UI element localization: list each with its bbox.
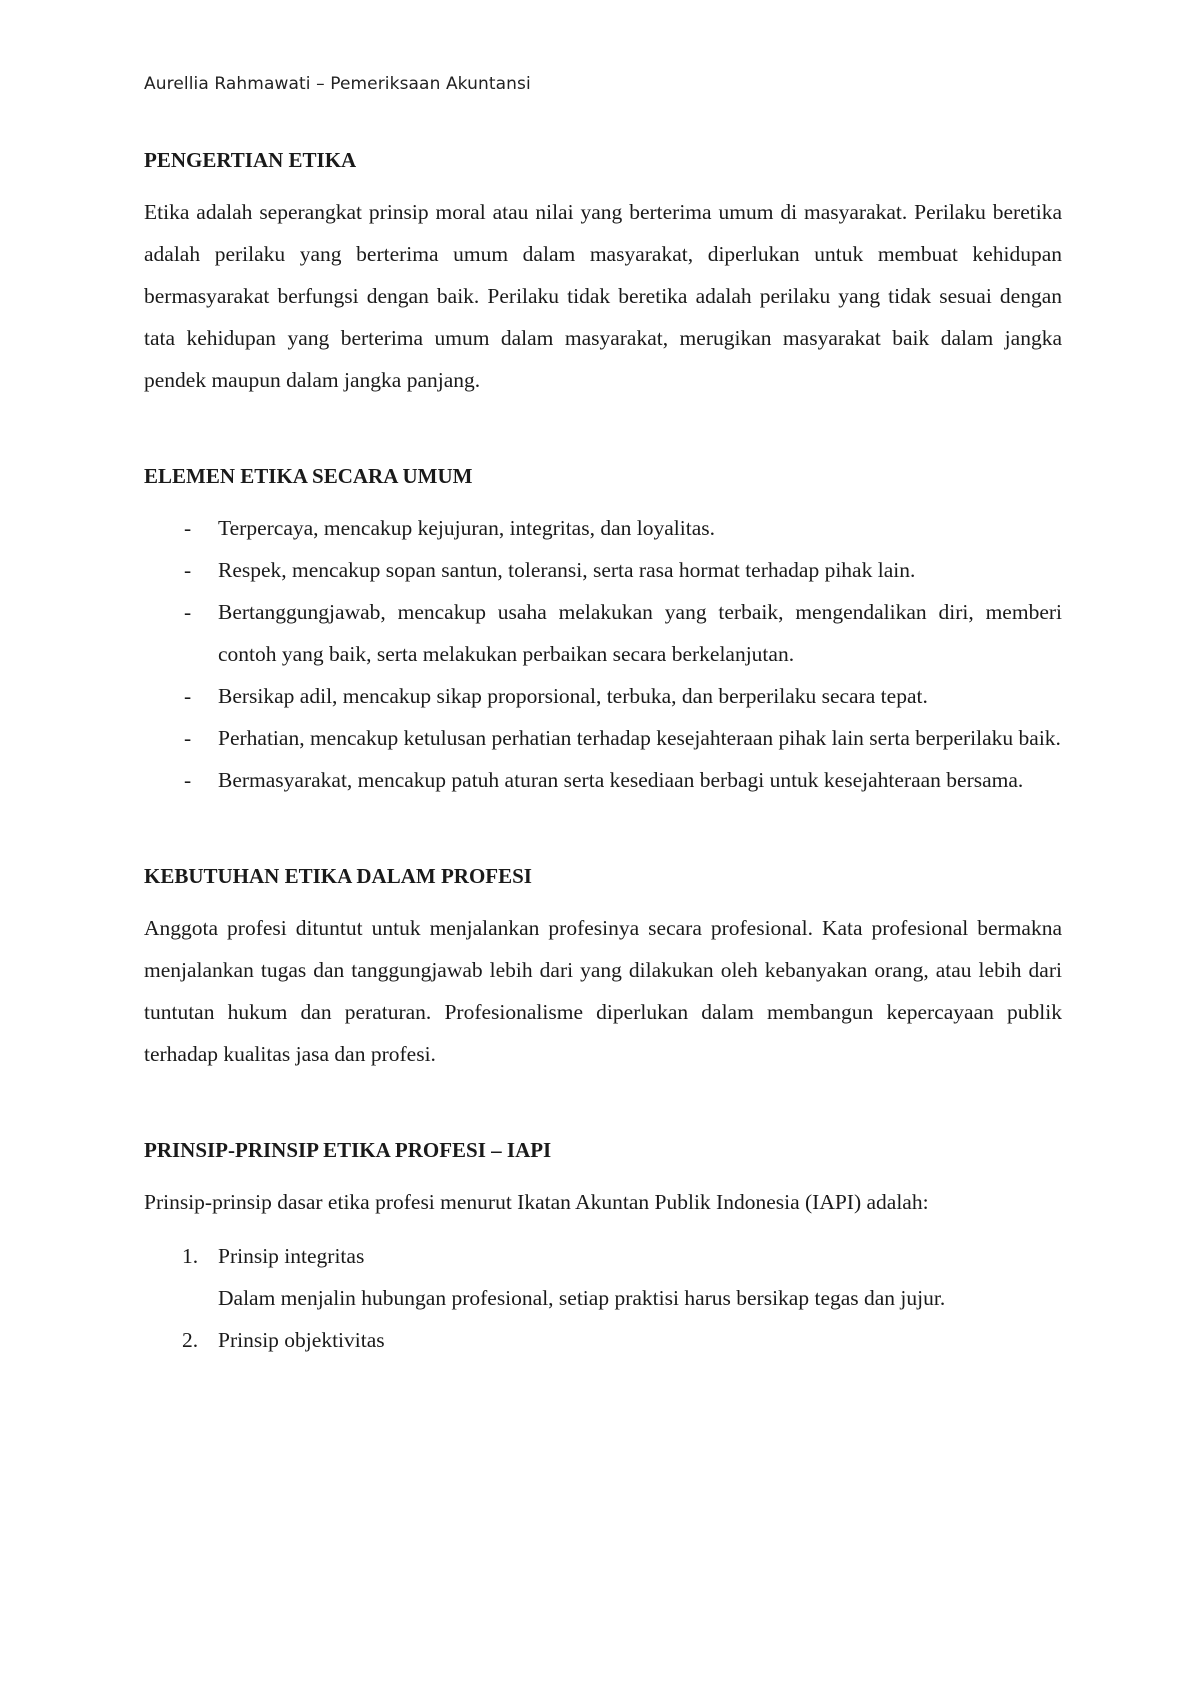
section-heading: PENGERTIAN ETIKA — [144, 148, 357, 172]
bullet-marker: - — [184, 516, 192, 540]
list-item — [144, 675, 1062, 717]
numbered-list — [144, 1235, 1062, 1361]
list-item — [144, 507, 1062, 549]
section-kebutuhan-etika — [144, 861, 1062, 1075]
list-item-text: Bersikap adil, mencakup sikap proporsional, terbuka, dan berperilaku secara tepat. — [218, 684, 928, 708]
section-spacer — [144, 1075, 1062, 1135]
section-heading: PRINSIP-PRINSIP ETIKA PROFESI – IAPI — [144, 1138, 552, 1162]
list-item — [144, 759, 1062, 801]
section-spacer — [144, 801, 1062, 861]
numbered-item — [144, 1319, 1062, 1361]
bullet-marker: - — [184, 600, 192, 624]
list-item-text: Terpercaya, mencakup kejujuran, integritas, dan loyalitas. — [218, 516, 715, 540]
section-prinsip-etika — [144, 1135, 1062, 1361]
bullet-marker: - — [184, 768, 192, 792]
item-number: 1. — [182, 1244, 199, 1268]
section-paragraph: Anggota profesi dituntut untuk menjalankan profesinya secara profesional. Kata profesional bermakna menjalankan tugas dan tanggungjawab lebih dari yang dilakukan oleh kebanyakan orang, atau lebih dari tuntutan hukum dan peraturan. Profesionalisme diperlukan dalam membangun kepercayaan publik terhadap kualitas jasa dan profesi. — [144, 916, 1062, 1066]
list-item — [144, 717, 1062, 759]
list-item-text: Bertanggungjawab, mencakup usaha melakukan yang terbaik, mengendalikan diri, memberi contoh yang baik, serta melakukan perbaikan secara berkelanjutan. — [218, 600, 1062, 666]
section-pengertian-etika — [144, 145, 1062, 401]
section-paragraph: Etika adalah seperangkat prinsip moral atau nilai yang berterima umum di masyarakat. Perilaku beretika adalah perilaku yang berterima umum dalam masyarakat, diperlukan untuk membuat kehidupan bermasyarakat berfungsi dengan baik. Perilaku tidak beretika adalah perilaku yang tidak sesuai dengan tata kehidupan yang berterima umum dalam masyarakat, merugikan masyarakat baik dalam jangka pendek maupun dalam jangka panjang. — [144, 200, 1062, 392]
section-heading: ELEMEN ETIKA SECARA UMUM — [144, 464, 473, 488]
list-item-text: Bermasyarakat, mencakup patuh aturan serta kesediaan berbagi untuk kesejahteraan bersama. — [218, 768, 1024, 792]
bullet-marker: - — [184, 684, 192, 708]
section-elemen-etika — [144, 461, 1062, 801]
page-header: Aurellia Rahmawati – Pemeriksaan Akuntansi — [144, 74, 531, 94]
item-title: Prinsip objektivitas — [218, 1328, 385, 1352]
bullet-marker: - — [184, 726, 192, 750]
bullet-marker: - — [184, 558, 192, 582]
section-paragraph: Prinsip-prinsip dasar etika profesi menurut Ikatan Akuntan Publik Indonesia (IAPI) adalah: — [144, 1190, 929, 1214]
section-spacer — [144, 401, 1062, 461]
list-item-text: Perhatian, mencakup ketulusan perhatian terhadap kesejahteraan pihak lain serta berperilaku baik. — [218, 726, 1061, 750]
numbered-item — [144, 1235, 1062, 1319]
bullet-list — [144, 507, 1062, 801]
document-body — [144, 145, 1062, 1361]
item-number: 2. — [182, 1328, 199, 1352]
list-item — [144, 549, 1062, 591]
section-heading: KEBUTUHAN ETIKA DALAM PROFESI — [144, 864, 532, 888]
item-description: Dalam menjalin hubungan profesional, setiap praktisi harus bersikap tegas dan jujur. — [218, 1286, 946, 1310]
list-item-text: Respek, mencakup sopan santun, toleransi, serta rasa hormat terhadap pihak lain. — [218, 558, 916, 582]
item-title: Prinsip integritas — [218, 1244, 365, 1268]
list-item — [144, 591, 1062, 675]
